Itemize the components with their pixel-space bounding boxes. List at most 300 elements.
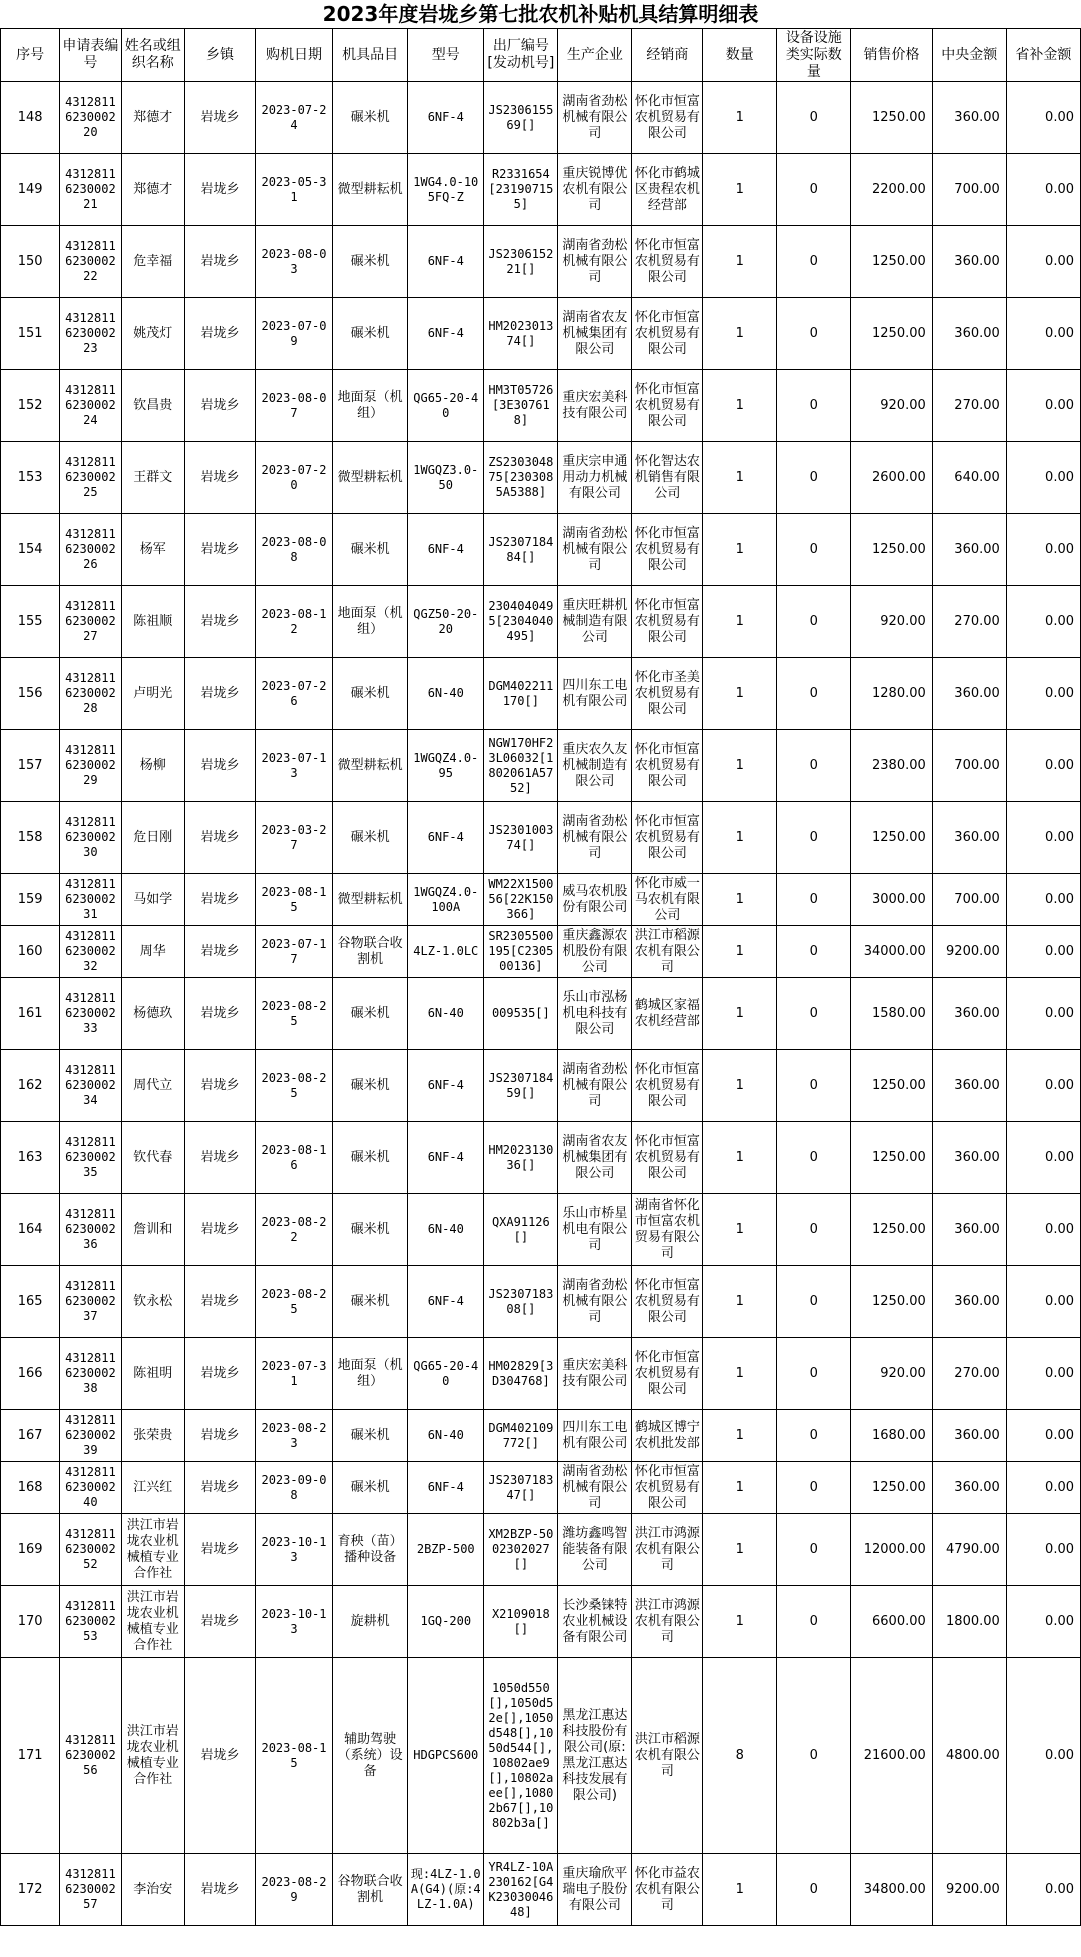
cell-dealer: 怀化市恒富农机贸易有限公司: [632, 82, 703, 154]
header-row: [1, 29, 1081, 82]
cell-maker: 湖南省劲松机械有限公司: [558, 1462, 632, 1514]
cell-serial: NGW170HF23L06032[1802061A5752]: [484, 730, 558, 802]
cell-item: 碾米机: [333, 978, 408, 1050]
cell-serial: DGM402211170[]: [484, 658, 558, 730]
cell-app-number: 4312811623000228: [60, 658, 121, 730]
cell-serial: HM02829[3D304768]: [484, 1338, 558, 1410]
cell-maker: 湖南省劲松机械有限公司: [558, 802, 632, 874]
cell-name: 马如学: [121, 874, 184, 926]
cell-dealer: 怀化市恒富农机贸易有限公司: [632, 730, 703, 802]
cell-central: 360.00: [932, 978, 1006, 1050]
cell-name: 钦永松: [121, 1266, 184, 1338]
cell-provincial: 0.00: [1006, 1122, 1080, 1194]
cell-dealer: 鹤城区家福农机经营部: [632, 978, 703, 1050]
cell-no: 154: [1, 514, 60, 586]
cell-maker: 潍坊鑫鸣智能装备有限公司: [558, 1514, 632, 1586]
cell-name: 周华: [121, 926, 184, 978]
cell-purchase-date: 2023-08-12: [255, 586, 332, 658]
cell-town: 岩垅乡: [185, 978, 256, 1050]
cell-qty: 1: [703, 1194, 777, 1266]
cell-serial: DGM402109772[]: [484, 1410, 558, 1462]
cell-provincial: 0.00: [1006, 874, 1080, 926]
header-item: 机具品目: [333, 29, 408, 82]
cell-provincial: 0.00: [1006, 1194, 1080, 1266]
cell-serial: JS230615221[]: [484, 226, 558, 298]
cell-town: 岩垅乡: [185, 82, 256, 154]
header-provincial: 省补金额: [1006, 29, 1080, 82]
cell-qty: 1: [703, 658, 777, 730]
cell-model: 6NF-4: [408, 802, 484, 874]
cell-serial: JS230718347[]: [484, 1462, 558, 1514]
header-model: 型号: [408, 29, 484, 82]
cell-facility-qty: 0: [777, 1854, 851, 1926]
cell-name: 杨柳: [121, 730, 184, 802]
cell-dealer: 鹤城区博宁农机批发部: [632, 1410, 703, 1462]
cell-model: 6NF-4: [408, 226, 484, 298]
cell-facility-qty: 0: [777, 226, 851, 298]
cell-item: 碾米机: [333, 1194, 408, 1266]
cell-provincial: 0.00: [1006, 802, 1080, 874]
cell-central: 9200.00: [932, 926, 1006, 978]
cell-provincial: 0.00: [1006, 442, 1080, 514]
cell-maker: 重庆宏美科技有限公司: [558, 1338, 632, 1410]
cell-qty: 1: [703, 298, 777, 370]
cell-facility-qty: 0: [777, 730, 851, 802]
cell-price: 2200.00: [851, 154, 932, 226]
cell-purchase-date: 2023-07-09: [255, 298, 332, 370]
table-row: [1, 1410, 1081, 1462]
cell-app-number: 4312811623000257: [60, 1854, 121, 1926]
cell-model: 6NF-4: [408, 1266, 484, 1338]
cell-name: 王群文: [121, 442, 184, 514]
cell-serial: HM202301374[]: [484, 298, 558, 370]
cell-app-number: 4312811623000226: [60, 514, 121, 586]
cell-name: 钦代春: [121, 1122, 184, 1194]
table-row: [1, 442, 1081, 514]
cell-purchase-date: 2023-07-31: [255, 1338, 332, 1410]
cell-item: 碾米机: [333, 1410, 408, 1462]
cell-central: 360.00: [932, 1122, 1006, 1194]
cell-provincial: 0.00: [1006, 978, 1080, 1050]
cell-price: 1250.00: [851, 1266, 932, 1338]
cell-no: 148: [1, 82, 60, 154]
cell-name: 钦昌贵: [121, 370, 184, 442]
cell-town: 岩垅乡: [185, 298, 256, 370]
cell-purchase-date: 2023-07-24: [255, 82, 332, 154]
cell-serial: ZS230304875[2303085A5388]: [484, 442, 558, 514]
header-app-number: 申请表编号: [60, 29, 121, 82]
cell-purchase-date: 2023-07-13: [255, 730, 332, 802]
cell-maker: 重庆农久友机械制造有限公司: [558, 730, 632, 802]
cell-app-number: 4312811623000225: [60, 442, 121, 514]
cell-provincial: 0.00: [1006, 1658, 1080, 1854]
cell-qty: 1: [703, 1854, 777, 1926]
cell-purchase-date: 2023-10-13: [255, 1514, 332, 1586]
cell-no: 152: [1, 370, 60, 442]
cell-town: 岩垅乡: [185, 802, 256, 874]
cell-maker: 重庆鑫源农机股份有限公司: [558, 926, 632, 978]
cell-item: 碾米机: [333, 298, 408, 370]
cell-serial: QXA91126[]: [484, 1194, 558, 1266]
cell-facility-qty: 0: [777, 1658, 851, 1854]
cell-name: 陈祖明: [121, 1338, 184, 1410]
cell-facility-qty: 0: [777, 1338, 851, 1410]
cell-no: 169: [1, 1514, 60, 1586]
table-row: [1, 154, 1081, 226]
cell-app-number: 4312811623000237: [60, 1266, 121, 1338]
cell-qty: 1: [703, 1462, 777, 1514]
cell-facility-qty: 0: [777, 1266, 851, 1338]
cell-app-number: 4312811623000252: [60, 1514, 121, 1586]
cell-serial: 1050d550[],1050d52e[],1050d548[],1050d544[],10802ae9[],10802aee[],10802b67[],10802b3a[]: [484, 1658, 558, 1854]
cell-town: 岩垅乡: [185, 514, 256, 586]
cell-name: 姚茂灯: [121, 298, 184, 370]
table-row: [1, 1658, 1081, 1854]
cell-central: 1800.00: [932, 1586, 1006, 1658]
table-row: [1, 1462, 1081, 1514]
cell-maker: 重庆瑜欣平瑞电子股份有限公司: [558, 1854, 632, 1926]
cell-maker: 乐山市泓杨机电科技有限公司: [558, 978, 632, 1050]
cell-no: 164: [1, 1194, 60, 1266]
cell-qty: 1: [703, 978, 777, 1050]
cell-qty: 1: [703, 586, 777, 658]
cell-app-number: 4312811623000256: [60, 1658, 121, 1854]
header-qty: 数量: [703, 29, 777, 82]
cell-price: 21600.00: [851, 1658, 932, 1854]
cell-model: 6NF-4: [408, 1122, 484, 1194]
cell-provincial: 0.00: [1006, 658, 1080, 730]
cell-item: 地面泵（机组）: [333, 370, 408, 442]
cell-provincial: 0.00: [1006, 1462, 1080, 1514]
cell-dealer: 怀化市恒富农机贸易有限公司: [632, 1462, 703, 1514]
cell-maker: 湖南省农友机械集团有限公司: [558, 298, 632, 370]
cell-maker: 四川东工电机有限公司: [558, 1410, 632, 1462]
cell-qty: 1: [703, 1050, 777, 1122]
cell-central: 270.00: [932, 586, 1006, 658]
cell-qty: 1: [703, 874, 777, 926]
cell-serial: XM2BZP-5002302027[]: [484, 1514, 558, 1586]
cell-facility-qty: 0: [777, 802, 851, 874]
cell-dealer: 怀化市威一马农机有限公司: [632, 874, 703, 926]
cell-qty: 1: [703, 154, 777, 226]
cell-name: 詹训和: [121, 1194, 184, 1266]
cell-purchase-date: 2023-08-07: [255, 370, 332, 442]
cell-facility-qty: 0: [777, 586, 851, 658]
cell-qty: 1: [703, 1586, 777, 1658]
cell-dealer: 怀化市恒富农机贸易有限公司: [632, 370, 703, 442]
cell-purchase-date: 2023-08-16: [255, 1122, 332, 1194]
cell-qty: 1: [703, 514, 777, 586]
cell-serial: WM22X150056[22K150366]: [484, 874, 558, 926]
table-row: [1, 1514, 1081, 1586]
cell-model: QG65-20-40: [408, 370, 484, 442]
cell-price: 2600.00: [851, 442, 932, 514]
cell-central: 700.00: [932, 874, 1006, 926]
cell-purchase-date: 2023-08-08: [255, 514, 332, 586]
cell-serial: JS230100374[]: [484, 802, 558, 874]
cell-maker: 长沙桑铼特农业机械设备有限公司: [558, 1586, 632, 1658]
cell-no: 153: [1, 442, 60, 514]
cell-dealer: 怀化市益农农机有限公司: [632, 1854, 703, 1926]
cell-dealer: 怀化市恒富农机贸易有限公司: [632, 1050, 703, 1122]
cell-serial: JS230615569[]: [484, 82, 558, 154]
cell-serial: R2331654[231907155]: [484, 154, 558, 226]
page-title: 2023年度岩垅乡第七批农机补贴机具结算明细表: [322, 2, 759, 26]
cell-facility-qty: 0: [777, 874, 851, 926]
cell-item: 微型耕耘机: [333, 730, 408, 802]
cell-maker: 黑龙江惠达科技股份有限公司(原:黑龙江惠达科技发展有限公司): [558, 1658, 632, 1854]
cell-name: 郑德才: [121, 82, 184, 154]
cell-name: 陈祖顺: [121, 586, 184, 658]
header-price: 销售价格: [851, 29, 932, 82]
cell-maker: 湖南省劲松机械有限公司: [558, 514, 632, 586]
cell-town: 岩垅乡: [185, 1410, 256, 1462]
cell-price: 1250.00: [851, 1194, 932, 1266]
cell-provincial: 0.00: [1006, 154, 1080, 226]
cell-town: 岩垅乡: [185, 874, 256, 926]
cell-price: 1250.00: [851, 514, 932, 586]
cell-app-number: 4312811623000230: [60, 802, 121, 874]
cell-model: 1WG4.0-105FQ-Z: [408, 154, 484, 226]
cell-item: 微型耕耘机: [333, 874, 408, 926]
header-maker: 生产企业: [558, 29, 632, 82]
cell-name: 洪江市岩垅农业机械植专业合作社: [121, 1586, 184, 1658]
cell-no: 159: [1, 874, 60, 926]
header-purchase-date: 购机日期: [255, 29, 332, 82]
cell-serial: X2109018[]: [484, 1586, 558, 1658]
cell-purchase-date: 2023-08-22: [255, 1194, 332, 1266]
cell-price: 1250.00: [851, 1462, 932, 1514]
cell-app-number: 4312811623000238: [60, 1338, 121, 1410]
table-row: [1, 298, 1081, 370]
cell-price: 12000.00: [851, 1514, 932, 1586]
cell-qty: 1: [703, 1122, 777, 1194]
cell-qty: 1: [703, 1514, 777, 1586]
table-row: [1, 1122, 1081, 1194]
cell-app-number: 4312811623000234: [60, 1050, 121, 1122]
cell-app-number: 4312811623000231: [60, 874, 121, 926]
cell-no: 162: [1, 1050, 60, 1122]
cell-item: 碾米机: [333, 802, 408, 874]
cell-town: 岩垅乡: [185, 442, 256, 514]
cell-model: 6N-40: [408, 658, 484, 730]
cell-model: 6NF-4: [408, 1050, 484, 1122]
cell-model: 6NF-4: [408, 514, 484, 586]
cell-model: 6N-40: [408, 1194, 484, 1266]
cell-central: 360.00: [932, 82, 1006, 154]
cell-purchase-date: 2023-08-25: [255, 978, 332, 1050]
cell-town: 岩垅乡: [185, 154, 256, 226]
cell-item: 碾米机: [333, 226, 408, 298]
cell-maker: 四川东工电机有限公司: [558, 658, 632, 730]
cell-purchase-date: 2023-08-25: [255, 1266, 332, 1338]
cell-qty: 1: [703, 730, 777, 802]
cell-item: 微型耕耘机: [333, 154, 408, 226]
cell-price: 2380.00: [851, 730, 932, 802]
cell-no: 161: [1, 978, 60, 1050]
header-name: 姓名或组织名称: [121, 29, 184, 82]
table-row: [1, 82, 1081, 154]
cell-model: 6N-40: [408, 1410, 484, 1462]
cell-app-number: 4312811623000221: [60, 154, 121, 226]
cell-facility-qty: 0: [777, 1462, 851, 1514]
cell-price: 1250.00: [851, 1122, 932, 1194]
cell-app-number: 4312811623000253: [60, 1586, 121, 1658]
cell-purchase-date: 2023-09-08: [255, 1462, 332, 1514]
table-row: [1, 1338, 1081, 1410]
cell-dealer: 怀化市圣美农机贸易有限公司: [632, 658, 703, 730]
table-row: [1, 586, 1081, 658]
cell-app-number: 4312811623000224: [60, 370, 121, 442]
cell-central: 4790.00: [932, 1514, 1006, 1586]
cell-price: 1250.00: [851, 82, 932, 154]
cell-town: 岩垅乡: [185, 586, 256, 658]
cell-purchase-date: 2023-08-25: [255, 1050, 332, 1122]
cell-item: 旋耕机: [333, 1586, 408, 1658]
cell-name: 江兴红: [121, 1462, 184, 1514]
cell-item: 微型耕耘机: [333, 442, 408, 514]
cell-central: 270.00: [932, 370, 1006, 442]
cell-purchase-date: 2023-07-26: [255, 658, 332, 730]
cell-purchase-date: 2023-05-31: [255, 154, 332, 226]
cell-price: 1250.00: [851, 1050, 932, 1122]
cell-facility-qty: 0: [777, 1122, 851, 1194]
cell-central: 360.00: [932, 514, 1006, 586]
cell-provincial: 0.00: [1006, 298, 1080, 370]
cell-purchase-date: 2023-08-15: [255, 874, 332, 926]
cell-purchase-date: 2023-08-23: [255, 1410, 332, 1462]
cell-no: 158: [1, 802, 60, 874]
cell-price: 1250.00: [851, 802, 932, 874]
cell-no: 160: [1, 926, 60, 978]
cell-no: 165: [1, 1266, 60, 1338]
cell-central: 360.00: [932, 658, 1006, 730]
table-row: [1, 658, 1081, 730]
cell-facility-qty: 0: [777, 514, 851, 586]
cell-item: 碾米机: [333, 1462, 408, 1514]
header-facility-qty: 设备设施类实际数量: [777, 29, 851, 82]
cell-provincial: 0.00: [1006, 82, 1080, 154]
cell-dealer: 怀化市恒富农机贸易有限公司: [632, 298, 703, 370]
table-row: [1, 874, 1081, 926]
cell-facility-qty: 0: [777, 298, 851, 370]
cell-price: 1250.00: [851, 226, 932, 298]
cell-no: 168: [1, 1462, 60, 1514]
cell-no: 149: [1, 154, 60, 226]
cell-provincial: 0.00: [1006, 1338, 1080, 1410]
cell-central: 700.00: [932, 730, 1006, 802]
cell-central: 700.00: [932, 154, 1006, 226]
cell-dealer: 怀化市恒富农机贸易有限公司: [632, 1338, 703, 1410]
cell-town: 岩垅乡: [185, 1462, 256, 1514]
header-dealer: 经销商: [632, 29, 703, 82]
cell-purchase-date: 2023-08-15: [255, 1658, 332, 1854]
cell-no: 155: [1, 586, 60, 658]
cell-maker: 重庆旺耕机械制造有限公司: [558, 586, 632, 658]
cell-central: 360.00: [932, 802, 1006, 874]
table-row: [1, 514, 1081, 586]
cell-qty: 8: [703, 1658, 777, 1854]
cell-no: 171: [1, 1658, 60, 1854]
cell-dealer: 怀化市恒富农机贸易有限公司: [632, 1122, 703, 1194]
cell-purchase-date: 2023-03-27: [255, 802, 332, 874]
cell-app-number: 4312811623000240: [60, 1462, 121, 1514]
cell-town: 岩垅乡: [185, 658, 256, 730]
cell-maker: 湖南省农友机械集团有限公司: [558, 1122, 632, 1194]
table-row: [1, 226, 1081, 298]
cell-name: 杨军: [121, 514, 184, 586]
cell-dealer: 湖南省怀化市恒富农机贸易有限公司: [632, 1194, 703, 1266]
cell-no: 157: [1, 730, 60, 802]
cell-name: 周代立: [121, 1050, 184, 1122]
cell-provincial: 0.00: [1006, 586, 1080, 658]
cell-item: 碾米机: [333, 658, 408, 730]
table-row: [1, 802, 1081, 874]
cell-app-number: 4312811623000229: [60, 730, 121, 802]
cell-no: 166: [1, 1338, 60, 1410]
cell-town: 岩垅乡: [185, 1266, 256, 1338]
cell-no: 151: [1, 298, 60, 370]
table-row: [1, 1586, 1081, 1658]
cell-no: 172: [1, 1854, 60, 1926]
cell-serial: 2304040495[2304040495]: [484, 586, 558, 658]
table-row: [1, 1194, 1081, 1266]
cell-facility-qty: 0: [777, 658, 851, 730]
table-row: [1, 926, 1081, 978]
cell-item: 地面泵（机组）: [333, 1338, 408, 1410]
cell-qty: 1: [703, 226, 777, 298]
cell-provincial: 0.00: [1006, 514, 1080, 586]
table-row: [1, 978, 1081, 1050]
cell-item: 地面泵（机组）: [333, 586, 408, 658]
cell-qty: 1: [703, 370, 777, 442]
cell-name: 洪江市岩垅农业机械植专业合作社: [121, 1514, 184, 1586]
cell-dealer: 怀化智达农机销售有限公司: [632, 442, 703, 514]
cell-facility-qty: 0: [777, 1194, 851, 1266]
cell-name: 危日刚: [121, 802, 184, 874]
table-row: [1, 1266, 1081, 1338]
cell-app-number: 4312811623000235: [60, 1122, 121, 1194]
cell-central: 360.00: [932, 1194, 1006, 1266]
cell-facility-qty: 0: [777, 442, 851, 514]
cell-provincial: 0.00: [1006, 1586, 1080, 1658]
cell-provincial: 0.00: [1006, 1514, 1080, 1586]
cell-facility-qty: 0: [777, 154, 851, 226]
cell-model: 6N-40: [408, 978, 484, 1050]
cell-app-number: 4312811623000236: [60, 1194, 121, 1266]
cell-price: 34800.00: [851, 1854, 932, 1926]
cell-dealer: 怀化市恒富农机贸易有限公司: [632, 226, 703, 298]
cell-provincial: 0.00: [1006, 1410, 1080, 1462]
cell-app-number: 4312811623000227: [60, 586, 121, 658]
cell-central: 360.00: [932, 226, 1006, 298]
cell-item: 碾米机: [333, 1050, 408, 1122]
cell-provincial: 0.00: [1006, 1050, 1080, 1122]
cell-central: 360.00: [932, 1050, 1006, 1122]
cell-item: 谷物联合收割机: [333, 1854, 408, 1926]
cell-model: QG65-20-40: [408, 1338, 484, 1410]
cell-name: 卢明光: [121, 658, 184, 730]
cell-model: 1WGQZ4.0-100A: [408, 874, 484, 926]
cell-price: 920.00: [851, 586, 932, 658]
cell-town: 岩垅乡: [185, 1586, 256, 1658]
cell-maker: 威马农机股份有限公司: [558, 874, 632, 926]
cell-dealer: 怀化市恒富农机贸易有限公司: [632, 514, 703, 586]
cell-provincial: 0.00: [1006, 1266, 1080, 1338]
cell-dealer: 怀化市恒富农机贸易有限公司: [632, 802, 703, 874]
header-serial: 出厂编号[发动机号]: [484, 29, 558, 82]
cell-facility-qty: 0: [777, 978, 851, 1050]
